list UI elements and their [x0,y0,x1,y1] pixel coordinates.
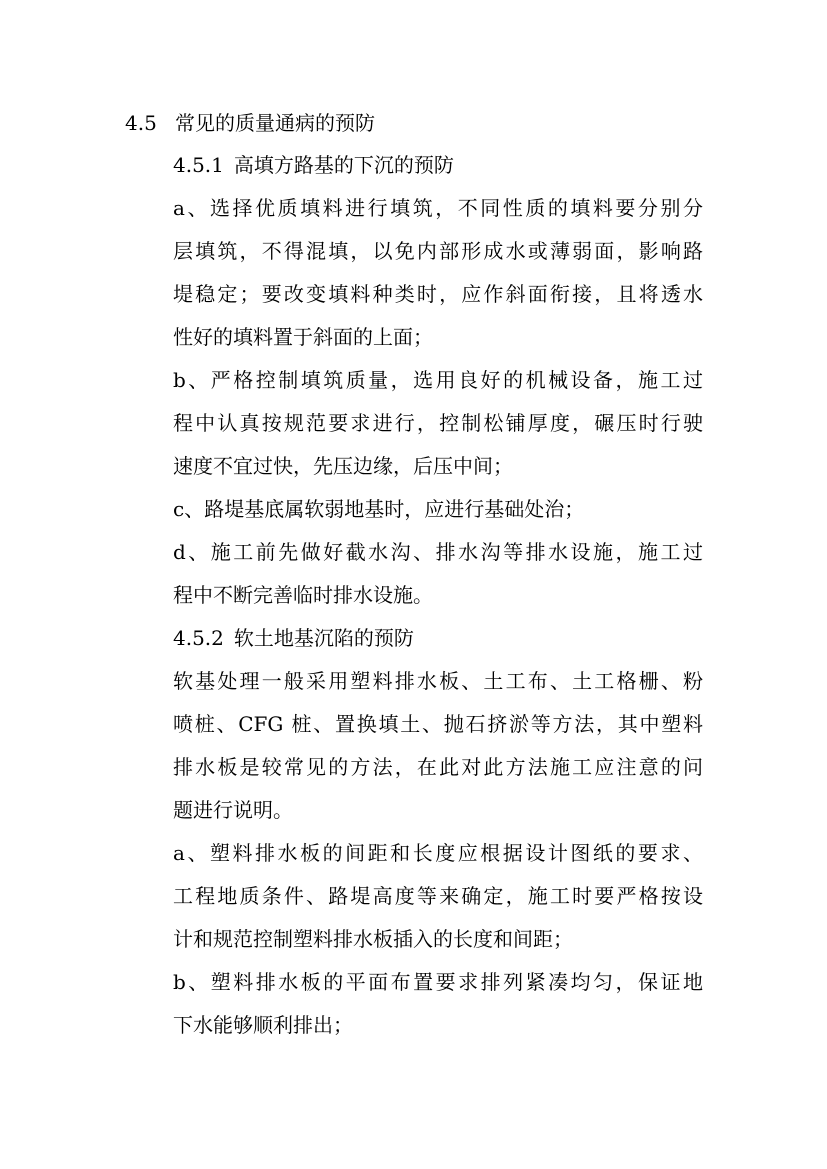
paragraph-line: a、选择优质填料进行填筑，不同性质的填料要分别分 [173,196,703,220]
subsection-heading [173,625,414,651]
paragraph-line: 工程地质条件、路堤高度等来确定，施工时要严格按设 [173,884,703,908]
paragraph-line: 性好的填料置于斜面的上面； [173,325,433,349]
paragraph-line: 堤稳定；要改变填料种类时，应作斜面衔接，且将透水 [173,282,703,306]
paragraph-line: 层填筑，不得混填，以免内部形成水或薄弱面，影响路 [173,239,703,263]
paragraph-line: 软基处理一般采用塑料排水板、土工布、土工格栅、粉 [173,669,703,693]
paragraph-line: 排水板是较常见的方法，在此对此方法施工应注意的问 [173,755,703,779]
paragraph-line: b、塑料排水板的平面布置要求排列紧凑均匀，保证地 [173,970,703,994]
paragraph-line: 计和规范控制塑料排水板插入的长度和间距； [173,927,573,951]
section-heading [125,110,375,136]
paragraph-line: b、严格控制填筑质量，选用良好的机械设备，施工过 [173,368,703,392]
paragraph-line: 下水能够顺利排出； [173,1013,353,1037]
section-number: 4.5 [125,111,157,135]
paragraph-line: 程中认真按规范要求进行，控制松铺厚度，碾压时行驶 [173,411,703,435]
subsection-title: 软土地基沉陷的预防 [233,626,414,650]
paragraph-line: d、施工前先做好截水沟、排水沟等排水设施，施工过 [173,540,703,564]
paragraph-line: c、路堤基底属软弱地基时，应进行基础处治； [173,497,585,521]
subsection-number: 4.5.2 [173,626,224,650]
paragraph-line: 速度不宜过快，先压边缘，后压中间； [173,454,513,478]
paragraph-line: 喷桩、CFG 桩、置换填土、抛石挤淤等方法，其中塑料 [173,712,703,736]
section-title: 常见的质量通病的预防 [175,111,375,135]
subsection-title: 高填方路基的下沉的预防 [233,153,454,177]
paragraph-line: 程中不断完善临时排水设施。 [173,583,433,607]
paragraph-line: a、塑料排水板的间距和长度应根据设计图纸的要求、 [173,841,703,865]
subsection-heading [173,152,454,178]
subsection-number: 4.5.1 [173,153,224,177]
paragraph-line: 题进行说明。 [173,798,293,822]
